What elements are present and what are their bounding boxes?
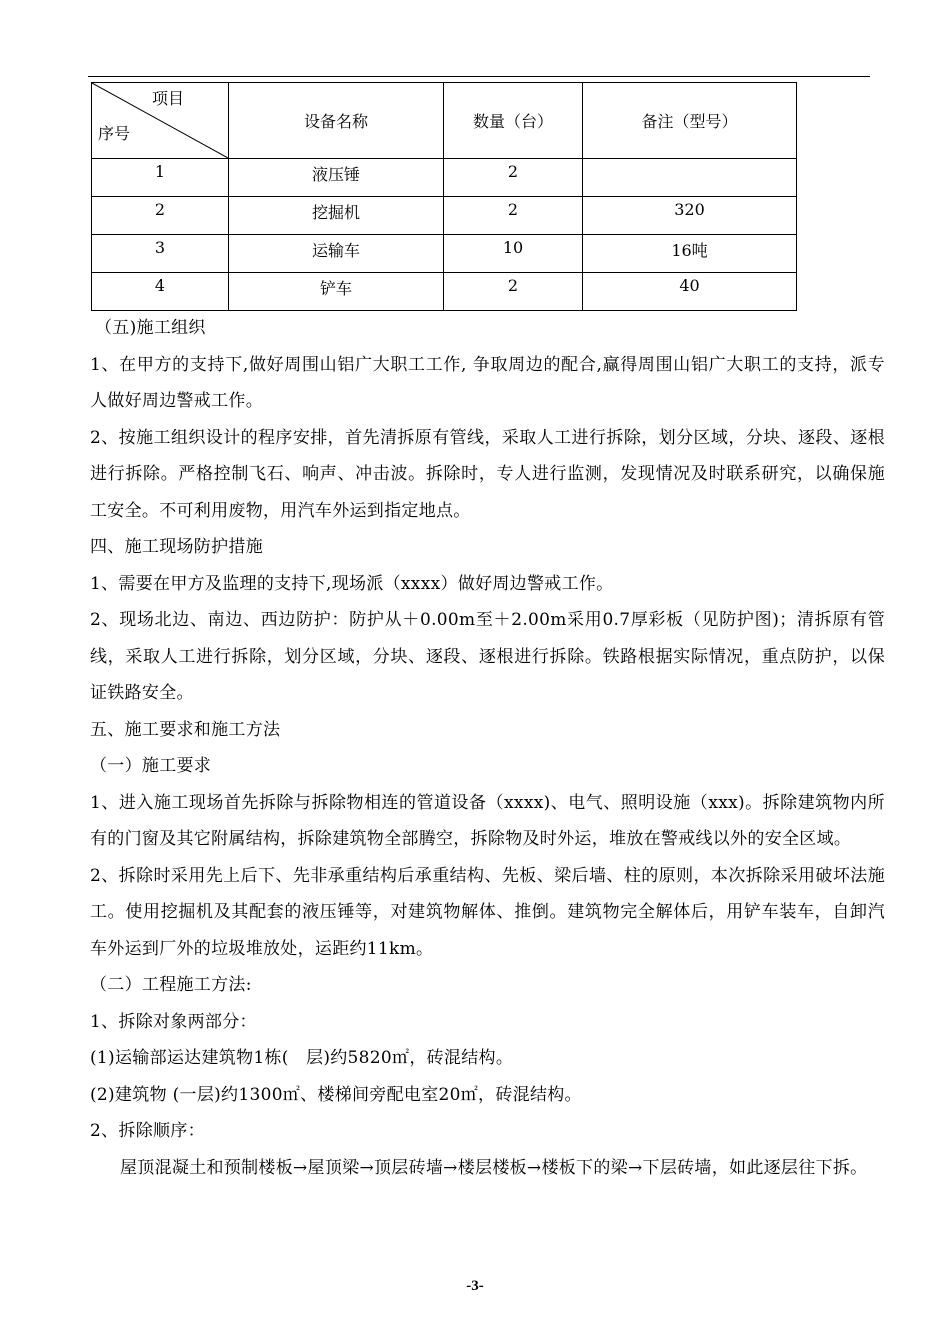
paragraph: 屋顶混凝土和预制楼板→屋顶梁→顶层砖墙→楼层楼板→楼板下的梁→下层砖墙，如此逐层往下拆。 — [120, 1157, 868, 1178]
paragraph: 2、拆除顺序： — [90, 1121, 205, 1141]
header-remark: 备注（型号） — [583, 83, 797, 159]
paragraph: (1)运输部运达建筑物1栋( 层)约5820㎡，砖混结构。 — [90, 1048, 514, 1068]
table-header-row — [92, 83, 797, 159]
section-heading-site-protection: 四、施工现场防护措施 — [90, 537, 263, 557]
cell-remark: 16吨 — [583, 235, 797, 273]
subsection-heading-requirements: （一）施工要求 — [90, 756, 212, 776]
cell-equipment-name: 液压锤 — [229, 159, 444, 197]
equipment-table — [91, 82, 797, 311]
header-item-label: 项目 — [151, 89, 184, 108]
section-heading-requirements-methods: 五、施工要求和施工方法 — [90, 719, 281, 740]
cell-equipment-name: 挖掘机 — [229, 197, 444, 235]
header-rule — [88, 76, 870, 77]
header-quantity: 数量（台） — [444, 83, 583, 159]
table-row — [92, 273, 797, 311]
cell-quantity: 10 — [444, 235, 583, 273]
cell-quantity: 2 — [444, 273, 583, 311]
cell-quantity: 2 — [444, 197, 583, 235]
diagonal-header-cell — [92, 83, 229, 159]
paragraph: 2、现场北边、南边、西边防护：防护从＋0.00m至＋2.00m采用0.7厚彩板（见防护图)；清拆原有管线，采取人工进行拆除，划分区域，分块、逐段、逐根进行拆除。铁路根据实际情况，重点防护，以保证铁路安全。 — [90, 610, 885, 703]
paragraph: 1、进入施工现场首先拆除与拆除物相连的管道设备（xxxx)、电气、照明设施（xxx)。拆除建筑物内所有的门窗及其它附属结构，拆除建筑物全部腾空，拆除物及时外运，堆放在警戒线以外的安全区域。 — [90, 792, 885, 849]
paragraph: 2、按施工组织设计的程序安排，首先清拆原有管线，采取人工进行拆除，划分区域，分块、逐段、逐根进行拆除。严格控制飞石、响声、冲击波。拆除时，专人进行监测，发现情况及时联系研究，以确保施工安全。不可利用废物，用汽车外运到指定地点。 — [90, 427, 885, 521]
cell-equipment-name: 铲车 — [229, 273, 444, 311]
table-row — [92, 235, 797, 273]
cell-equipment-name: 运输车 — [229, 235, 444, 273]
document-body — [90, 310, 885, 1186]
table-row — [92, 159, 797, 197]
cell-remark: 320 — [583, 197, 797, 235]
paragraph: 1、需要在甲方及监理的支持下,现场派（xxxx）做好周边警戒工作。 — [90, 573, 614, 594]
cell-serial: 2 — [92, 197, 229, 235]
cell-serial: 1 — [92, 159, 229, 197]
header-equipment-name: 设备名称 — [229, 83, 444, 159]
subsection-heading-construction-organization: （五)施工组织 — [95, 318, 206, 338]
cell-quantity: 2 — [444, 159, 583, 197]
cell-remark: 40 — [583, 273, 797, 311]
cell-remark — [583, 159, 797, 197]
paragraph: (2)建筑物 (一层)约1300㎡、楼梯间旁配电室20㎡，砖混结构。 — [90, 1084, 582, 1105]
cell-serial: 3 — [92, 235, 229, 273]
table-row — [92, 197, 797, 235]
cell-serial: 4 — [92, 273, 229, 311]
paragraph: 1、在甲方的支持下,做好周围山铝广大职工工作, 争取周边的配合,赢得周围山铝广大职工的支持，派专人做好周边警戒工作。 — [90, 354, 885, 411]
paragraph: 2、拆除时采用先上后下、先非承重结构后承重结构、先板、梁后墙、柱的原则，本次拆除采用破坏法施工。使用挖掘机及其配套的液压锤等，对建筑物解体、推倒。建筑物完全解体后，用铲车装车，自卸汽车外运到厂外的垃圾堆放处，运距约11km。 — [90, 865, 885, 959]
paragraph: 1、拆除对象两部分： — [90, 1011, 257, 1032]
subsection-heading-methods: （二）工程施工方法: — [90, 975, 252, 995]
header-serial-label: 序号 — [98, 124, 131, 143]
page-number: -3- — [466, 1278, 484, 1294]
